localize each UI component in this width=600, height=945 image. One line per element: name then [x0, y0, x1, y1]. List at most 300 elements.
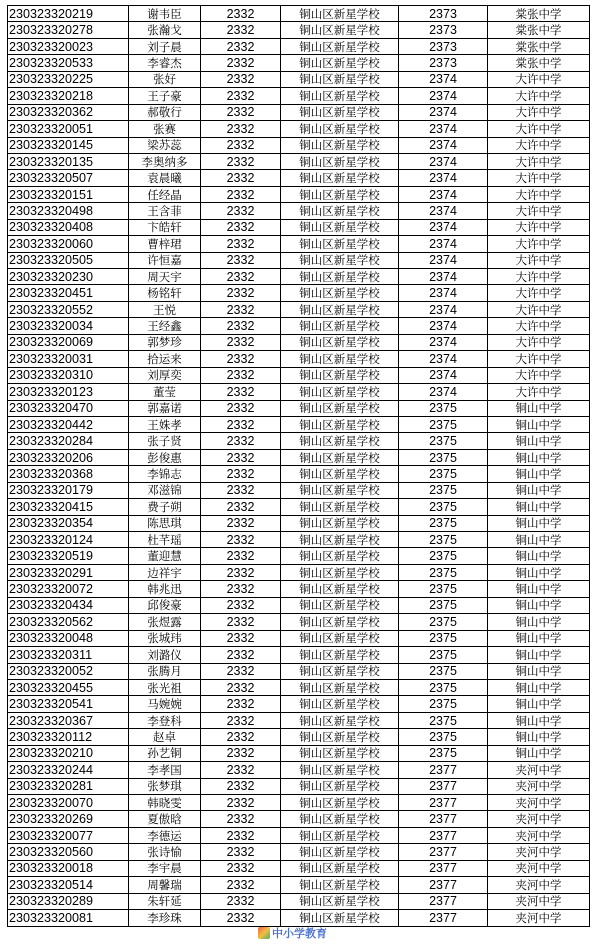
dest-school-cell: 大许中学 [488, 285, 590, 301]
table-row [8, 236, 590, 252]
school-code-cell: 2332 [201, 548, 281, 564]
student-id-cell: 230323320354 [8, 515, 129, 531]
dest-code-cell: 2374 [399, 104, 488, 120]
dest-code-cell: 2375 [399, 482, 488, 498]
student-id-cell: 230323320562 [8, 614, 129, 630]
school-code-cell: 2332 [201, 137, 281, 153]
table-row [8, 827, 590, 843]
student-name-cell: 彭俊惠 [129, 449, 201, 465]
student-id-cell: 230323320219 [8, 6, 129, 22]
student-name-cell: 张赛 [129, 121, 201, 137]
school-name-cell: 铜山区新星学校 [281, 762, 399, 778]
student-id-cell: 230323320368 [8, 466, 129, 482]
school-code-cell: 2332 [201, 844, 281, 860]
dest-school-cell: 铜山中学 [488, 581, 590, 597]
dest-school-cell: 棠张中学 [488, 22, 590, 38]
dest-school-cell: 大许中学 [488, 137, 590, 153]
school-code-cell: 2332 [201, 318, 281, 334]
school-name-cell: 铜山区新星学校 [281, 433, 399, 449]
school-name-cell: 铜山区新星学校 [281, 597, 399, 613]
student-name-cell: 王姝孝 [129, 416, 201, 432]
table-row [8, 466, 590, 482]
student-id-cell: 230323320124 [8, 532, 129, 548]
school-code-cell: 2332 [201, 170, 281, 186]
student-id-cell: 230323320051 [8, 121, 129, 137]
table-row [8, 301, 590, 317]
dest-school-cell: 大许中学 [488, 203, 590, 219]
dest-school-cell: 夹河中学 [488, 795, 590, 811]
student-id-cell: 230323320442 [8, 416, 129, 432]
student-id-cell: 230323320179 [8, 482, 129, 498]
dest-code-cell: 2373 [399, 22, 488, 38]
school-name-cell: 铜山区新星学校 [281, 548, 399, 564]
school-name-cell: 铜山区新星学校 [281, 729, 399, 745]
table-row [8, 367, 590, 383]
student-name-cell: 王含菲 [129, 203, 201, 219]
table-row [8, 778, 590, 794]
dest-school-cell: 铜山中学 [488, 597, 590, 613]
table-row [8, 384, 590, 400]
school-code-cell: 2332 [201, 614, 281, 630]
dest-school-cell: 铜山中学 [488, 647, 590, 663]
school-name-cell: 铜山区新星学校 [281, 482, 399, 498]
student-id-cell: 230323320507 [8, 170, 129, 186]
school-name-cell: 铜山区新星学校 [281, 55, 399, 71]
table-row [8, 104, 590, 120]
school-code-cell: 2332 [201, 696, 281, 712]
student-id-cell: 230323320112 [8, 729, 129, 745]
student-id-cell: 230323320048 [8, 630, 129, 646]
table-row [8, 745, 590, 761]
student-id-cell: 230323320552 [8, 301, 129, 317]
student-name-cell: 张诗愉 [129, 844, 201, 860]
student-id-cell: 230323320367 [8, 712, 129, 728]
dest-code-cell: 2375 [399, 564, 488, 580]
dest-code-cell: 2375 [399, 663, 488, 679]
student-name-cell: 郝敬行 [129, 104, 201, 120]
table-row [8, 153, 590, 169]
student-name-cell: 曹梓珺 [129, 236, 201, 252]
student-name-cell: 张梦琪 [129, 778, 201, 794]
school-name-cell: 铜山区新星学校 [281, 104, 399, 120]
table-row [8, 581, 590, 597]
table-row [8, 318, 590, 334]
student-name-cell: 董迎慧 [129, 548, 201, 564]
dest-code-cell: 2373 [399, 6, 488, 22]
school-code-cell: 2332 [201, 877, 281, 893]
student-name-cell: 邱俊豪 [129, 597, 201, 613]
dest-school-cell: 夹河中学 [488, 893, 590, 909]
school-name-cell: 铜山区新星学校 [281, 170, 399, 186]
student-id-cell: 230323320281 [8, 778, 129, 794]
student-name-cell: 王经鑫 [129, 318, 201, 334]
student-name-cell: 许恒嘉 [129, 252, 201, 268]
table-row [8, 186, 590, 202]
school-code-cell: 2332 [201, 186, 281, 202]
student-name-cell: 李珍珠 [129, 910, 201, 926]
table-row [8, 416, 590, 432]
school-code-cell: 2332 [201, 729, 281, 745]
student-id-cell: 230323320560 [8, 844, 129, 860]
school-code-cell: 2332 [201, 597, 281, 613]
dest-code-cell: 2374 [399, 219, 488, 235]
school-name-cell: 铜山区新星学校 [281, 416, 399, 432]
dest-code-cell: 2374 [399, 318, 488, 334]
school-code-cell: 2332 [201, 893, 281, 909]
table-row [8, 647, 590, 663]
student-id-cell: 230323320289 [8, 893, 129, 909]
school-name-cell: 铜山区新星学校 [281, 285, 399, 301]
student-name-cell: 李睿杰 [129, 55, 201, 71]
table-row [8, 252, 590, 268]
student-name-cell: 刘厚奕 [129, 367, 201, 383]
student-name-cell: 韩晓雯 [129, 795, 201, 811]
table-row [8, 614, 590, 630]
dest-school-cell: 棠张中学 [488, 6, 590, 22]
school-name-cell: 铜山区新星学校 [281, 351, 399, 367]
school-code-cell: 2332 [201, 647, 281, 663]
school-code-cell: 2332 [201, 121, 281, 137]
school-code-cell: 2332 [201, 104, 281, 120]
dest-school-cell: 大许中学 [488, 269, 590, 285]
student-name-cell: 张城玮 [129, 630, 201, 646]
school-code-cell: 2332 [201, 6, 281, 22]
student-id-cell: 230323320230 [8, 269, 129, 285]
school-code-cell: 2332 [201, 38, 281, 54]
school-code-cell: 2332 [201, 285, 281, 301]
table-row [8, 515, 590, 531]
dest-code-cell: 2375 [399, 647, 488, 663]
student-id-cell: 230323320362 [8, 104, 129, 120]
student-name-cell: 郭梦珍 [129, 334, 201, 350]
school-code-cell: 2332 [201, 811, 281, 827]
student-id-cell: 230323320018 [8, 860, 129, 876]
school-name-cell: 铜山区新星学校 [281, 384, 399, 400]
watermark-logo-icon [258, 927, 270, 939]
school-name-cell: 铜山区新星学校 [281, 663, 399, 679]
dest-school-cell: 铜山中学 [488, 433, 590, 449]
dest-code-cell: 2374 [399, 137, 488, 153]
student-id-cell: 230323320455 [8, 679, 129, 695]
table-row [8, 712, 590, 728]
table-row [8, 548, 590, 564]
student-name-cell: 李宇晨 [129, 860, 201, 876]
dest-code-cell: 2374 [399, 384, 488, 400]
dest-code-cell: 2375 [399, 679, 488, 695]
student-name-cell: 赵卓 [129, 729, 201, 745]
dest-school-cell: 大许中学 [488, 71, 590, 87]
school-code-cell: 2332 [201, 762, 281, 778]
dest-school-cell: 大许中学 [488, 219, 590, 235]
dest-code-cell: 2377 [399, 795, 488, 811]
table-row [8, 170, 590, 186]
table-row [8, 630, 590, 646]
student-id-cell: 230323320052 [8, 663, 129, 679]
dest-code-cell: 2377 [399, 877, 488, 893]
student-name-cell: 王子豪 [129, 88, 201, 104]
student-name-cell: 卞皓轩 [129, 219, 201, 235]
table-row [8, 696, 590, 712]
student-id-cell: 230323320218 [8, 88, 129, 104]
dest-code-cell: 2375 [399, 729, 488, 745]
table-row [8, 499, 590, 515]
dest-school-cell: 大许中学 [488, 301, 590, 317]
student-id-cell: 230323320291 [8, 564, 129, 580]
school-name-cell: 铜山区新星学校 [281, 564, 399, 580]
student-name-cell: 梁苏蕊 [129, 137, 201, 153]
student-name-cell: 李锦志 [129, 466, 201, 482]
student-id-cell: 230323320070 [8, 795, 129, 811]
dest-code-cell: 2374 [399, 186, 488, 202]
table-row [8, 38, 590, 54]
school-name-cell: 铜山区新星学校 [281, 334, 399, 350]
student-name-cell: 王悦 [129, 301, 201, 317]
dest-school-cell: 夹河中学 [488, 811, 590, 827]
dest-code-cell: 2377 [399, 860, 488, 876]
school-name-cell: 铜山区新星学校 [281, 186, 399, 202]
dest-code-cell: 2377 [399, 893, 488, 909]
dest-code-cell: 2374 [399, 285, 488, 301]
student-name-cell: 拾运来 [129, 351, 201, 367]
student-name-cell: 刘子晨 [129, 38, 201, 54]
dest-school-cell: 大许中学 [488, 252, 590, 268]
dest-school-cell: 大许中学 [488, 186, 590, 202]
table-row [8, 449, 590, 465]
school-name-cell: 铜山区新星学校 [281, 269, 399, 285]
school-name-cell: 铜山区新星学校 [281, 252, 399, 268]
table-row [8, 663, 590, 679]
school-code-cell: 2332 [201, 236, 281, 252]
table-row [8, 219, 590, 235]
dest-school-cell: 大许中学 [488, 236, 590, 252]
school-code-cell: 2332 [201, 663, 281, 679]
dest-code-cell: 2375 [399, 400, 488, 416]
school-name-cell: 铜山区新星学校 [281, 449, 399, 465]
student-id-cell: 230323320145 [8, 137, 129, 153]
student-id-cell: 230323320244 [8, 762, 129, 778]
student-id-cell: 230323320123 [8, 384, 129, 400]
student-id-cell: 230323320269 [8, 811, 129, 827]
table-row [8, 334, 590, 350]
dest-school-cell: 大许中学 [488, 367, 590, 383]
dest-school-cell: 棠张中学 [488, 38, 590, 54]
school-code-cell: 2332 [201, 910, 281, 926]
table-row [8, 729, 590, 745]
table-row [8, 203, 590, 219]
student-id-cell: 230323320060 [8, 236, 129, 252]
table-row [8, 762, 590, 778]
dest-code-cell: 2375 [399, 614, 488, 630]
dest-school-cell: 铜山中学 [488, 745, 590, 761]
school-code-cell: 2332 [201, 795, 281, 811]
dest-school-cell: 大许中学 [488, 334, 590, 350]
student-id-cell: 230323320498 [8, 203, 129, 219]
student-name-cell: 张煜露 [129, 614, 201, 630]
school-name-cell: 铜山区新星学校 [281, 499, 399, 515]
school-name-cell: 铜山区新星学校 [281, 745, 399, 761]
dest-code-cell: 2377 [399, 844, 488, 860]
student-name-cell: 韩兆迅 [129, 581, 201, 597]
dest-school-cell: 铜山中学 [488, 532, 590, 548]
school-name-cell: 铜山区新星学校 [281, 614, 399, 630]
dest-school-cell: 大许中学 [488, 318, 590, 334]
school-code-cell: 2332 [201, 712, 281, 728]
student-id-cell: 230323320514 [8, 877, 129, 893]
table-row [8, 564, 590, 580]
school-name-cell: 铜山区新星学校 [281, 893, 399, 909]
table-row [8, 285, 590, 301]
student-id-cell: 230323320505 [8, 252, 129, 268]
student-name-cell: 周天宇 [129, 269, 201, 285]
dest-code-cell: 2375 [399, 433, 488, 449]
dest-school-cell: 大许中学 [488, 351, 590, 367]
dest-code-cell: 2374 [399, 301, 488, 317]
school-name-cell: 铜山区新星学校 [281, 778, 399, 794]
student-id-cell: 230323320151 [8, 186, 129, 202]
school-name-cell: 铜山区新星学校 [281, 400, 399, 416]
dest-school-cell: 铜山中学 [488, 449, 590, 465]
dest-code-cell: 2374 [399, 71, 488, 87]
dest-code-cell: 2375 [399, 581, 488, 597]
school-code-cell: 2332 [201, 384, 281, 400]
student-id-cell: 230323320081 [8, 910, 129, 926]
student-id-cell: 230323320434 [8, 597, 129, 613]
dest-code-cell: 2374 [399, 252, 488, 268]
dest-school-cell: 铜山中学 [488, 515, 590, 531]
table-row [8, 55, 590, 71]
dest-school-cell: 大许中学 [488, 104, 590, 120]
table-row [8, 269, 590, 285]
student-name-cell: 杜芊瑶 [129, 532, 201, 548]
student-id-cell: 230323320415 [8, 499, 129, 515]
student-name-cell: 张子贤 [129, 433, 201, 449]
dest-code-cell: 2377 [399, 762, 488, 778]
school-code-cell: 2332 [201, 745, 281, 761]
dest-code-cell: 2374 [399, 121, 488, 137]
school-code-cell: 2332 [201, 515, 281, 531]
student-name-cell: 朱轩延 [129, 893, 201, 909]
student-name-cell: 董莹 [129, 384, 201, 400]
student-id-cell: 230323320533 [8, 55, 129, 71]
school-name-cell: 铜山区新星学校 [281, 22, 399, 38]
table-row [8, 844, 590, 860]
school-code-cell: 2332 [201, 252, 281, 268]
student-id-cell: 230323320072 [8, 581, 129, 597]
dest-school-cell: 铜山中学 [488, 729, 590, 745]
table-row [8, 6, 590, 22]
table-row [8, 137, 590, 153]
student-name-cell: 夏傲晗 [129, 811, 201, 827]
dest-code-cell: 2375 [399, 696, 488, 712]
school-name-cell: 铜山区新星学校 [281, 712, 399, 728]
school-code-cell: 2332 [201, 466, 281, 482]
school-name-cell: 铜山区新星学校 [281, 811, 399, 827]
dest-school-cell: 铜山中学 [488, 548, 590, 564]
school-code-cell: 2332 [201, 269, 281, 285]
school-code-cell: 2332 [201, 203, 281, 219]
school-code-cell: 2332 [201, 827, 281, 843]
table-row [8, 811, 590, 827]
school-code-cell: 2332 [201, 351, 281, 367]
dest-school-cell: 铜山中学 [488, 482, 590, 498]
school-code-cell: 2332 [201, 630, 281, 646]
student-name-cell: 费子朔 [129, 499, 201, 515]
school-name-cell: 铜山区新星学校 [281, 121, 399, 137]
student-name-cell: 郭嘉诺 [129, 400, 201, 416]
dest-code-cell: 2375 [399, 416, 488, 432]
dest-code-cell: 2375 [399, 630, 488, 646]
table-row [8, 433, 590, 449]
table-row [8, 71, 590, 87]
dest-code-cell: 2375 [399, 597, 488, 613]
dest-school-cell: 铜山中学 [488, 696, 590, 712]
table-row [8, 910, 590, 926]
dest-school-cell: 铜山中学 [488, 630, 590, 646]
school-name-cell: 铜山区新星学校 [281, 219, 399, 235]
school-name-cell: 铜山区新星学校 [281, 679, 399, 695]
school-code-cell: 2332 [201, 22, 281, 38]
student-name-cell: 邓滋锦 [129, 482, 201, 498]
school-code-cell: 2332 [201, 416, 281, 432]
dest-code-cell: 2375 [399, 449, 488, 465]
student-name-cell: 李德运 [129, 827, 201, 843]
student-id-cell: 230323320077 [8, 827, 129, 843]
school-name-cell: 铜山区新星学校 [281, 137, 399, 153]
school-name-cell: 铜山区新星学校 [281, 71, 399, 87]
table-row [8, 482, 590, 498]
student-id-cell: 230323320225 [8, 71, 129, 87]
dest-school-cell: 夹河中学 [488, 844, 590, 860]
dest-code-cell: 2374 [399, 153, 488, 169]
site-watermark [258, 925, 327, 941]
dest-school-cell: 铜山中学 [488, 499, 590, 515]
roster-table [7, 5, 590, 927]
school-code-cell: 2332 [201, 71, 281, 87]
school-name-cell: 铜山区新星学校 [281, 696, 399, 712]
table-row [8, 679, 590, 695]
school-code-cell: 2332 [201, 55, 281, 71]
dest-code-cell: 2375 [399, 745, 488, 761]
student-name-cell: 边祥宇 [129, 564, 201, 580]
school-code-cell: 2332 [201, 778, 281, 794]
school-name-cell: 铜山区新星学校 [281, 6, 399, 22]
student-id-cell: 230323320210 [8, 745, 129, 761]
student-name-cell: 张光祖 [129, 679, 201, 695]
student-name-cell: 刘潞仪 [129, 647, 201, 663]
dest-school-cell: 铜山中学 [488, 679, 590, 695]
school-name-cell: 铜山区新星学校 [281, 153, 399, 169]
school-code-cell: 2332 [201, 334, 281, 350]
dest-school-cell: 铜山中学 [488, 614, 590, 630]
dest-code-cell: 2374 [399, 170, 488, 186]
student-id-cell: 230323320310 [8, 367, 129, 383]
school-name-cell: 铜山区新星学校 [281, 367, 399, 383]
dest-school-cell: 铜山中学 [488, 400, 590, 416]
dest-school-cell: 夹河中学 [488, 778, 590, 794]
student-name-cell: 张瀚戈 [129, 22, 201, 38]
dest-code-cell: 2374 [399, 351, 488, 367]
dest-school-cell: 大许中学 [488, 88, 590, 104]
school-code-cell: 2332 [201, 301, 281, 317]
student-id-cell: 230323320031 [8, 351, 129, 367]
school-code-cell: 2332 [201, 400, 281, 416]
school-name-cell: 铜山区新星学校 [281, 860, 399, 876]
student-name-cell: 谢韦臣 [129, 6, 201, 22]
dest-school-cell: 棠张中学 [488, 55, 590, 71]
school-name-cell: 铜山区新星学校 [281, 466, 399, 482]
school-code-cell: 2332 [201, 482, 281, 498]
student-id-cell: 230323320470 [8, 400, 129, 416]
